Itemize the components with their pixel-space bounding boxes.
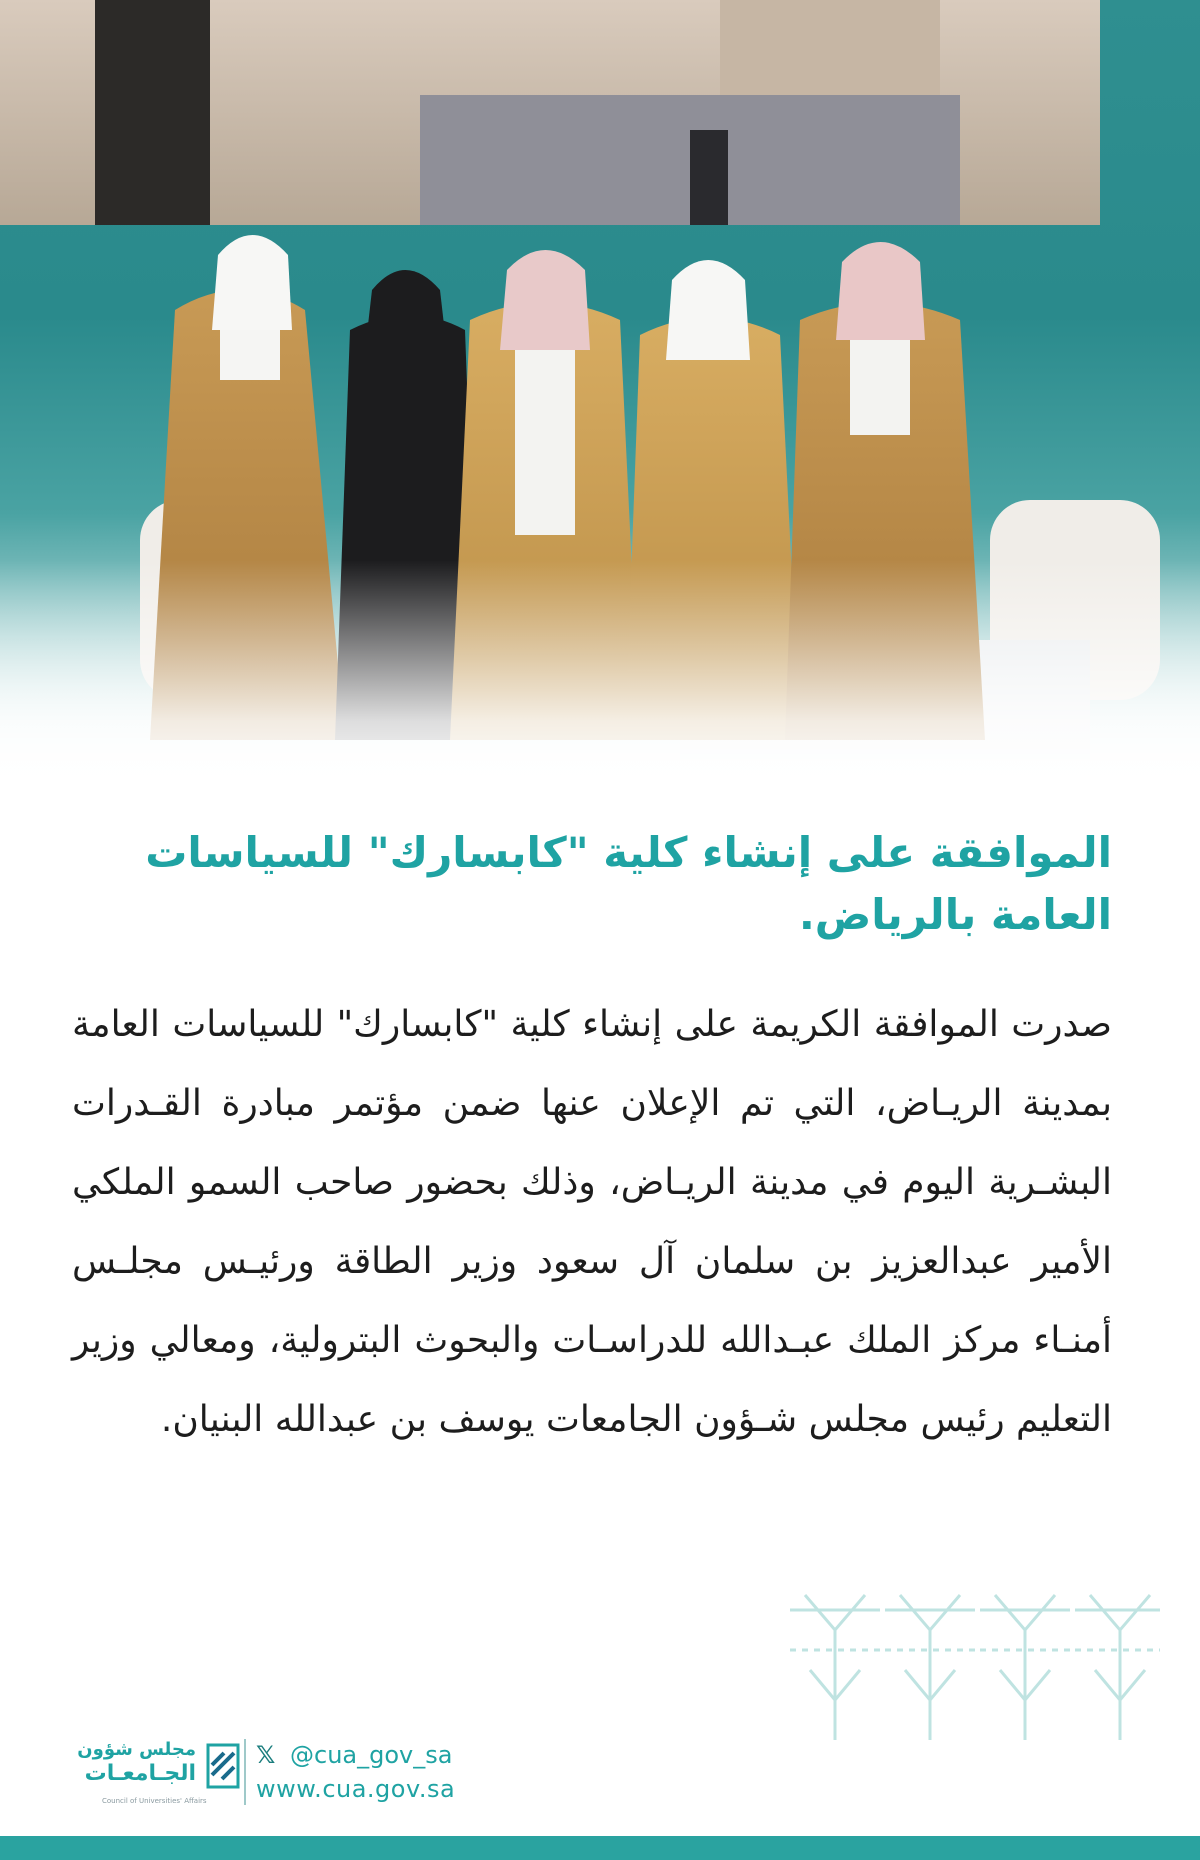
footer xyxy=(77,1735,516,1815)
hero-photo xyxy=(0,0,1200,790)
website-link[interactable]: www.cua.gov.sa xyxy=(256,1775,456,1803)
x-account[interactable] xyxy=(256,1741,452,1769)
x-icon: 𝕏 xyxy=(256,1741,276,1769)
logo-text-en: Council of Universities' Affairs xyxy=(102,1797,207,1805)
logo-text-line1: مجلس شؤون xyxy=(77,1739,196,1760)
decorative-pattern xyxy=(785,1590,1165,1750)
bottom-bar xyxy=(0,1836,1200,1860)
logo-text-line2: الجـامعـات xyxy=(84,1761,196,1786)
footer-divider xyxy=(244,1739,246,1805)
x-handle: @cua_gov_sa xyxy=(290,1741,453,1769)
cua-logo-icon xyxy=(202,1741,244,1791)
photo-fade xyxy=(0,560,1200,790)
article-headline: الموافقة على إنشاء كلية "كابسارك" للسياسات العامة بالرياض. xyxy=(145,828,1112,939)
article-body: صدرت الموافقة الكريمة على إنشاء كلية "كابسارك" للسياسات العامة بمدينة الريـاض، التي تم الإعلان عنها ضمن مؤتمر مبادرة القـدرات البشـرية اليوم في مدينة الريـاض، وذلك بحضور صاحب السمو الملكي الأمير عبدالعزيز بن سلمان آل سعود وزير الطاقة ورئيـس مجلـس أمنـاء مركز الملك عبـدالله للدراسـات والبحوث البترولية، ومعالي وزير التعليم رئيس مجلس شـؤون الجامعات يوسف بن عبدالله البنيان. xyxy=(72,1004,1112,1440)
cua-logo xyxy=(77,1735,244,1815)
